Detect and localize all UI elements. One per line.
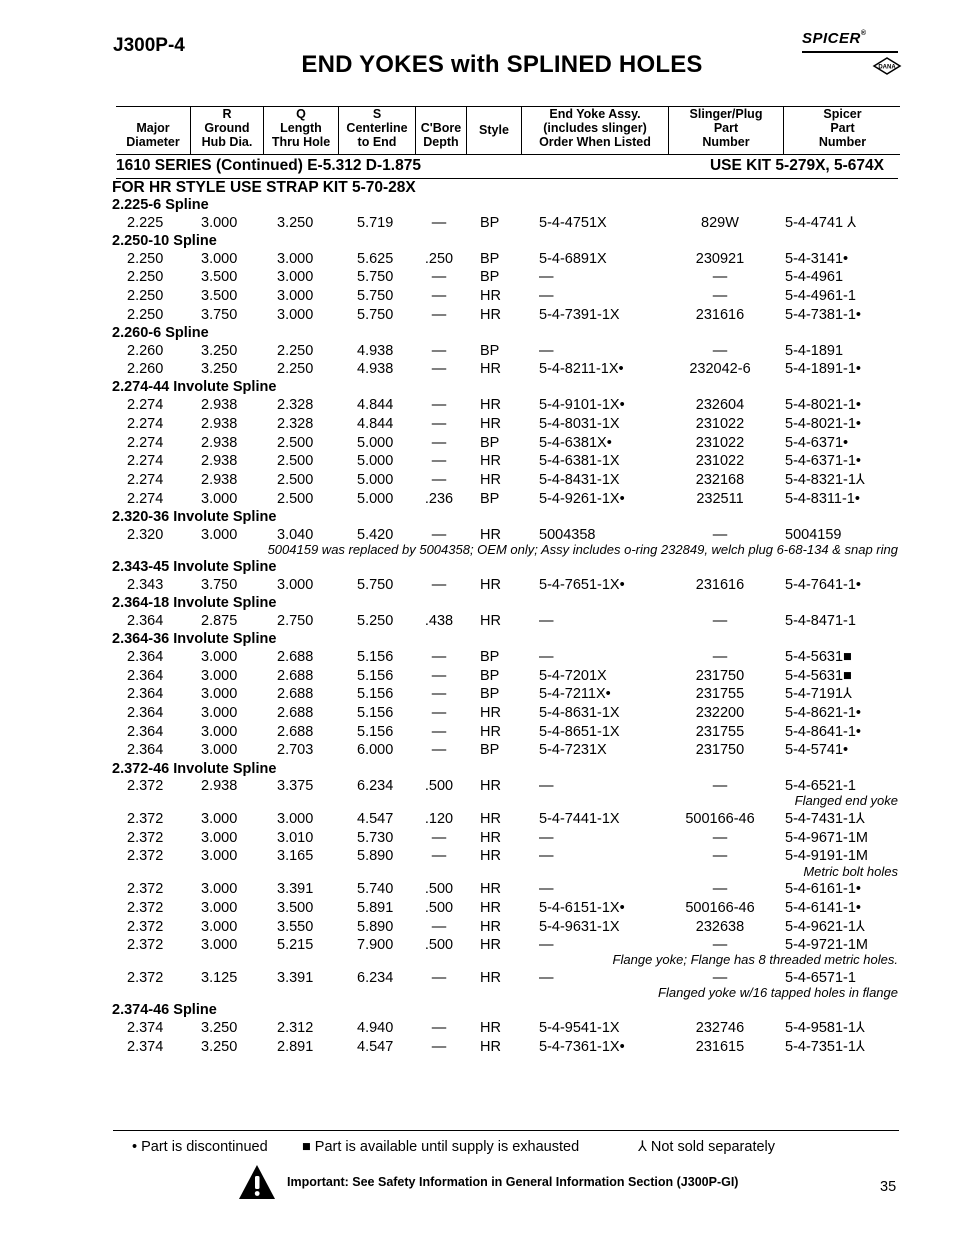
group-heading: 2.372-46 Involute Spline <box>112 761 277 777</box>
col-centerline-to-end: S Centerline to End <box>338 107 415 154</box>
strap-kit-note: FOR HR STYLE USE STRAP KIT 5-70-28X <box>112 179 416 196</box>
legend-not-sold-separately: ⅄ Not sold separately <box>638 1139 776 1155</box>
warning-icon <box>238 1164 276 1200</box>
series-kit: USE KIT 5-279X, 5-674X <box>709 157 884 174</box>
group-heading: 2.364-18 Involute Spline <box>112 595 277 611</box>
series-title: 1610 SERIES (Continued) E-5.312 D-1.875 <box>116 157 421 174</box>
col-ground-hub-dia: R Ground Hub Dia. <box>190 107 263 154</box>
group-heading: 2.320-36 Involute Spline <box>112 509 277 525</box>
safety-notice: Important: See Safety Information in General Information Section (J300P-GI) <box>287 1175 739 1189</box>
page-title: END YOKES with SPLINED HOLES <box>301 51 703 78</box>
group-heading: 2.374-46 Spline <box>112 1002 217 1018</box>
col-major-diameter: Major Diameter <box>126 121 180 149</box>
row-note: Flanged yoke w/16 tapped holes in flange <box>658 985 898 1000</box>
col-end-yoke-assy: End Yoke Assy. (includes slinger) Order When Listed <box>521 107 668 154</box>
col-slinger-plug: Slinger/Plug Part Number <box>668 107 783 154</box>
group-heading: 2.364-36 Involute Spline <box>112 631 277 647</box>
group-heading: 2.225-6 Spline <box>112 197 209 213</box>
page-number: 35 <box>880 1179 897 1195</box>
group-heading: 2.260-6 Spline <box>112 325 209 341</box>
legend <box>0 1137 954 1157</box>
group-heading: 2.250-10 Spline <box>112 233 217 249</box>
svg-text:DANA: DANA <box>878 64 896 71</box>
col-spicer-part: Spicer Part Number <box>783 107 901 154</box>
row-note: Flanged end yoke <box>794 793 898 808</box>
group-heading: 2.274-44 Involute Spline <box>112 379 277 395</box>
col-style: Style <box>466 107 521 154</box>
logo-wordmark: SPICER® <box>802 30 867 47</box>
col-length-thru-hole: Q Length Thru Hole <box>263 107 338 154</box>
footer-divider <box>113 1130 899 1131</box>
legend-supply-exhausted: ■ Part is available until supply is exhausted <box>302 1139 580 1155</box>
row-note: 5004159 was replaced by 5004358; OEM only; Assy includes o-ring 232849, welch plug 6-68-134 & snap ring <box>267 542 898 557</box>
parts-table: 2.225-6 Spline 2.225 3.000 3.250 5.719 — BP 5-4-4751X 829W 5-4-4741 ⅄ 2.250-10 Spline 2.250 3.000 3.000 5.625 .250 BP 5-4-6891X 230921 5-4-3141• 2.250 3.500 3.000 5.750 — BP — — 5-4-4961 2.250 3.500 3.000 5.750 — HR — — 5-4-4961-1 2.250 3.750 3.000 5.750 — HR 5-4-7391-1X 231616 5-4-7381-1• 2.260-6 Spline 2.260 3.250 2.250 4.938 — BP — — 5-4-1891 2.260 3.250 2.250 4.938 — HR 5-4-8211-1X• 232042-6 5-4-1891-1• 2.274-44 Involute Spline 2.274 2.938 2.328 4.844 — HR 5-4-9101-1X• 232604 5-4-8021-1• 2.274 2.938 2.328 4.844 — HR 5-4-8031-1X 231022 5-4-8021-1• 2.274 2.938 2.500 5.000 — BP 5-4-6381X• 231022 5-4-6371• 2.274 2.938 2.500 5.000 — HR 5-4-6381-1X 231022 5-4-6371-1• 2.274 2.938 2.500 5.000 — HR 5-4-8431-1X 232168 5-4-8321-1⅄ 2.274 3.000 2.500 5.000 .236 BP 5-4-9261-1X• 232511 5-4-8311-1• 2.320-36 Involute Spline 2.320 3.000 3.040 5.420 — HR 5004358 — 5004159 5004159 was replaced by 5004358; OEM only; Assy includes o-ring 232849, welch plug 6-68-134 & snap ring 2.343-45 Involute Spline 2.343 3.750 3.000 5.750 — HR 5-4-7651-1X• 231616 5-4-7641-1• 2.364-18 Involute Spline 2.364 2.875 2.750 5.250 .438 HR — — 5-4-8471-1 2.364-36 Involute Spline 2.364 3.000 2.688 5.156 — BP — — 5-4-5631■ 2.364 3.000 2.688 5.156 — BP 5-4-7201X 231750 5-4-5631■ 2.364 3.000 2.688 5.156 — BP 5-4-7211X• 231755 5-4-7191⅄ 2.364 3.000 2.688 5.156 — HR 5-4-8631-1X 232200 5-4-8621-1• 2.364 3.000 2.688 5.156 — HR 5-4-8651-1X 231755 5-4-8641-1• 2.364 3.000 2.703 6.000 — BP 5-4-7231X 231750 5-4-5741• 2.372-46 Involute Spline 2.372 2.938 3.375 6.234 .500 HR — — 5-4-6521-1 Flanged end yoke 2.372 3.000 3.000 4.547 .120 HR 5-4-7441-1X 500166-46 5-4-7431-1⅄ 2.372 3.000 3.010 5.730 — HR — — 5-4-9671-1M 2.372 3.000 3.165 5.890 — HR — — 5-4-9191-1M Metric bolt holes 2.372 3.000 3.391 5.740 .500 HR — — 5-4-6161-1• 2.372 3.000 3.500 5.891 .500 HR 5-4-6151-1X• 500166-46 5-4-6141-1• 2.372 3.000 3.550 5.890 — HR 5-4-9631-1X 232638 5-4-9621-1⅄ 2.372 3.000 5.215 7.900 .500 HR — — 5-4-9721-1M Flange yoke; Flange has 8 threaded metric holes. 2.372 3.125 3.391 6.234 — HR — — 5-4-6571-1 Flanged yoke w/16 tapped holes in flange 2.374-46 Spline 2.374 3.250 2.312 4.940 — HR 5-4-9541-1X 232746 5-4-9581-1⅄ 2.374 3.250 2.891 4.547 — HR 5-4-7361-1X• 231615 5-4-7351-1⅄ <box>112 197 898 1055</box>
legend-discontinued: • Part is discontinued <box>132 1139 268 1155</box>
group-heading: 2.343-45 Involute Spline <box>112 559 277 575</box>
document-code: J300P-4 <box>113 35 185 56</box>
row-note: Metric bolt holes <box>803 864 898 879</box>
col-cbore-depth: C'Bore Depth <box>415 107 466 154</box>
row-note: Flange yoke; Flange has 8 threaded metric holes. <box>612 952 898 967</box>
